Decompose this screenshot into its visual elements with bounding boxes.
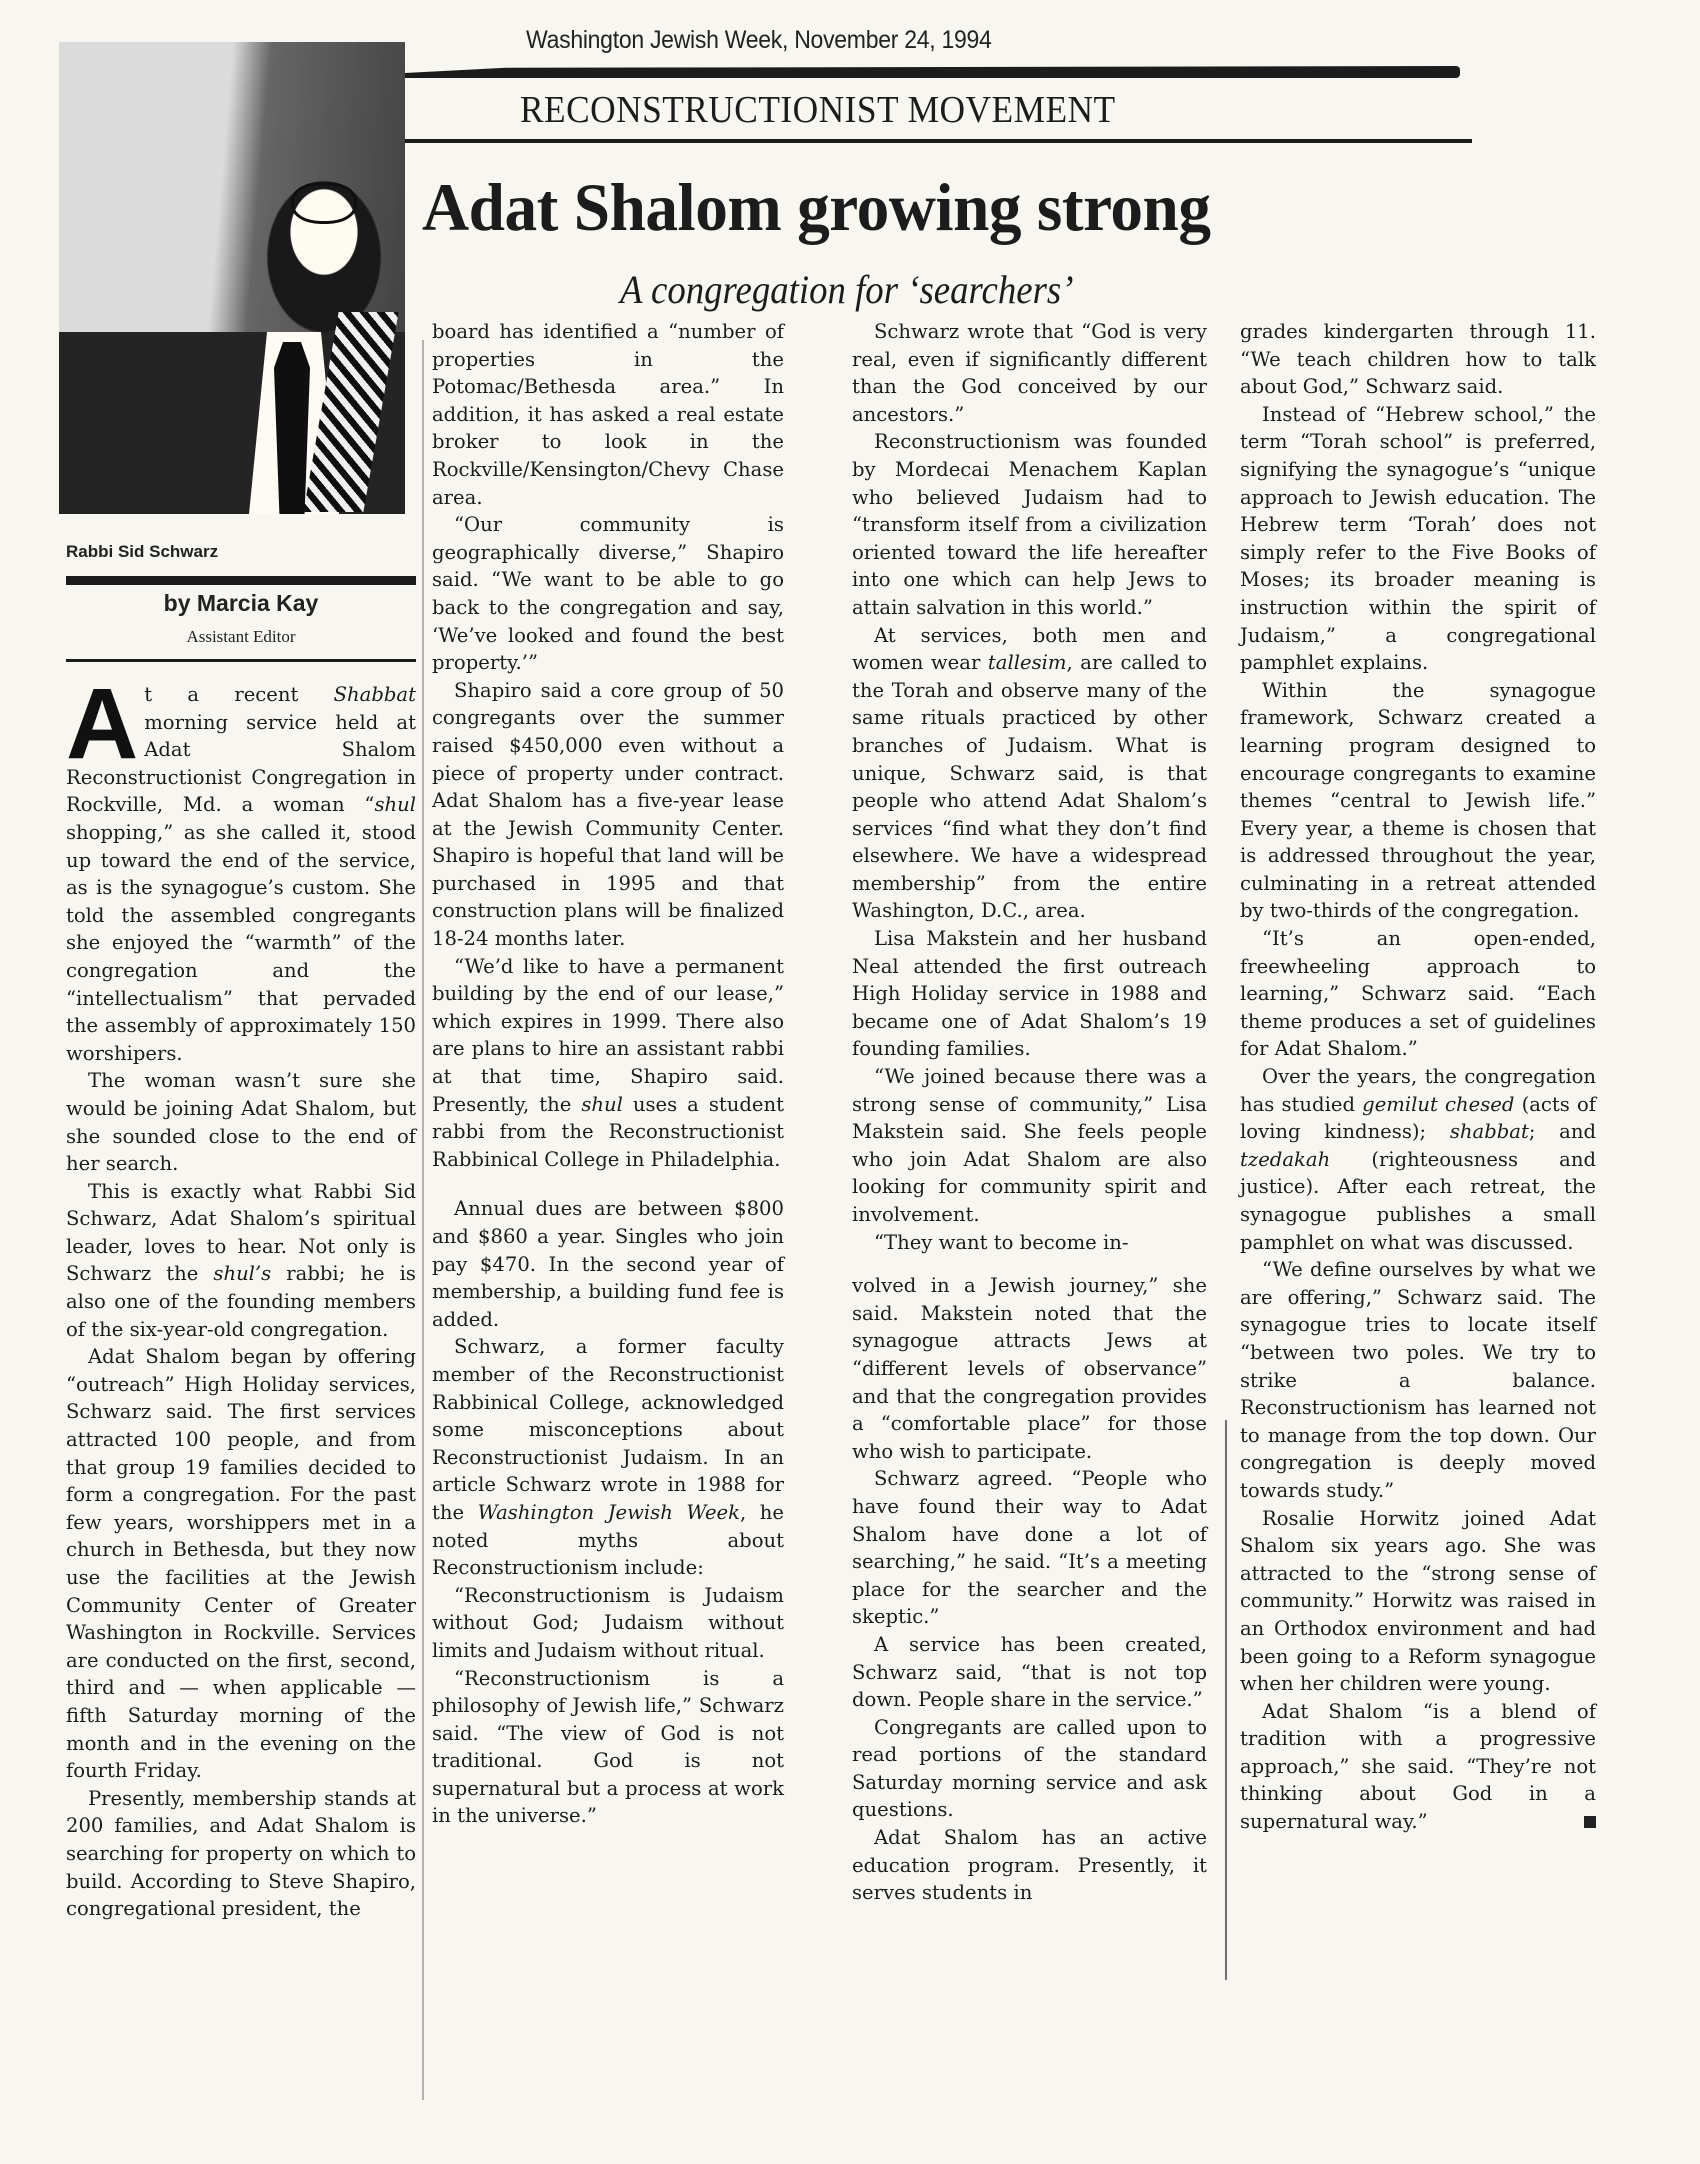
text: morning service held at Adat Shalom Reconstructionist Congregation in Rockville, Md. a woman “ <box>66 710 416 817</box>
article-column-3 <box>852 318 1207 1907</box>
paragraph: “Reconstructionism is Judaism without God; Judaism without limits and Judaism without ritual. <box>432 1583 784 1662</box>
italic-term: Washington Jewish Week <box>477 1500 741 1524</box>
paragraph: board has identified a “number of properties in the Potomac/Bethesda area.” In addition, it has asked a real estate broker to look in the Rockville/Kensington/Chevy Chase area. <box>432 320 784 509</box>
top-rule <box>400 66 1460 78</box>
italic-term: shabbat <box>1449 1120 1529 1144</box>
text: uses a student rabbi from the Reconstructionist Rabbinical College in Philadelphia. <box>432 1092 785 1171</box>
text: (righteousness and justice). After each retreat, the synagogue publishes a small pamphlet on what was discussed. <box>1240 1147 1596 1254</box>
byline-rule-thick <box>66 576 416 585</box>
spacer <box>852 1256 1207 1272</box>
paragraph: Shapiro said a core group of 50 congregants over the summer raised $450,000 even without a piece of property under contract. Adat Shalom has a five-year lease at the Jewish Community Center. Shapiro is hopeful that land will be purchased in 1995 and that construction plans will be finalized 18-24 months later. <box>432 678 784 951</box>
article-column-4 <box>1240 318 1596 1836</box>
paragraph <box>852 622 1207 926</box>
paragraph <box>66 668 416 1067</box>
paragraph: Annual dues are between $800 and $860 a year. Singles who join pay $470. In the second year of membership, a building fund fee is added. <box>432 1197 784 1331</box>
paragraph: Instead of “Hebrew school,” the term “Torah school” is preferred, signifying the synagogue’s “unique approach to Jewish education. The Hebrew term ‘Torah’ does not simply refer to the Five Books of Moses; its broader meaning is instruction within the spirit of Judaism,” a congregational pamphlet explains. <box>1240 402 1596 675</box>
paragraph: Congregants are called upon to read portions of the standard Saturday morning service and ask questions. <box>852 1715 1207 1822</box>
byline-rule-thin <box>66 659 416 662</box>
paragraph: Reconstructionism was founded by Mordecai Menachem Kaplan who believed Judaism had to “transform itself from a civilization oriented toward the life hereafter into one which can help Jews to attain salvation in this world.” <box>852 430 1207 619</box>
paragraph <box>1240 1698 1596 1836</box>
text: , he noted myths about Reconstructionism include: <box>432 1500 785 1580</box>
photo-caption: Rabbi Sid Schwarz <box>66 542 219 561</box>
text: At services, both men and women wear <box>852 623 1207 675</box>
italic-term: shul <box>581 1092 623 1116</box>
paragraph <box>432 1333 784 1581</box>
paragraph: Lisa Makstein and her husband Neal attended the first outreach High Holiday service in 1988 and became one of Adat Shalom’s 19 founding families. <box>852 927 1207 1061</box>
article-column-2 <box>432 318 784 1830</box>
byline-title: Assistant Editor <box>186 627 296 646</box>
paragraph: Adat Shalom has an active education program. Presently, it serves students in <box>852 1826 1207 1905</box>
italic-term: tallesim <box>987 651 1067 675</box>
column-divider <box>1225 1420 1227 1980</box>
italic-term: tzedakah <box>1240 1147 1331 1171</box>
paragraph: A service has been created, Schwarz said, “that is not top down. People share in the service.” <box>852 1632 1207 1712</box>
tie-shape <box>274 342 310 514</box>
text: , are called to the Torah and observe many of the same rituals practiced by other branches of Judaism. What is unique, Schwarz said, is that people who attend Adat Shalom’s services “find what they don’t find elsewhere. We have a widespread membership” from the entire Washington, D.C., area. <box>852 651 1208 923</box>
text: shopping,” as she called it, stood up toward the end of the service, as is the synagogue’s custom. She told the assembled congregants she enjoyed the “warmth” of the congregation and the “intellectualism” that pervaded the assembly of approximately 150 worshipers. <box>66 820 416 1065</box>
paragraph: Presently, membership stands at 200 families, and Adat Shalom is searching for property on which to build. According to Steve Shapiro, congregational president, the <box>66 1786 416 1921</box>
paragraph: The woman wasn’t sure she would be joining Adat Shalom, but she sounded close to the end of her search. <box>66 1069 416 1176</box>
deck-subheadline: A congregation for ‘searchers’ <box>620 267 1074 312</box>
paragraph <box>1240 1063 1596 1256</box>
paragraph <box>66 1178 416 1344</box>
text: Over the years, the congregation has studied <box>1240 1065 1596 1116</box>
paragraph: “It’s an open-ended, freewheeling approach to learning,” Schwarz said. “Each theme produces a set of guidelines for Adat Shalom.” <box>1240 927 1596 1061</box>
paragraph: “They want to become in- <box>874 1230 1129 1254</box>
text: Adat Shalom “is a blend of tradition with a progressive approach,” she said. “They’re not thinking about God in a supernatural way.” <box>1240 1699 1596 1834</box>
text: ; and <box>1528 1120 1596 1144</box>
section-label: RECONSTRUCTIONIST MOVEMENT <box>520 89 1116 131</box>
article-column-1 <box>66 668 416 1923</box>
spacer <box>432 1173 784 1195</box>
text: (acts of loving kindness); <box>1240 1092 1597 1144</box>
masthead-date: Washington Jewish Week, November 24, 1994 <box>526 26 992 54</box>
paragraph: grades kindergarten through 11. “We teach children how to talk about God,” Schwarz said. <box>1240 320 1596 399</box>
text: Schwarz, a former faculty member of the Reconstructionist Rabbinical College, acknowledged some misconceptions about Reconstructionist Judaism. In an article Schwarz wrote in 1988 for the <box>432 1335 784 1524</box>
italic-term: shul’s <box>213 1262 272 1286</box>
italic-term: Shabbat <box>333 683 416 706</box>
portrait-photo-icon <box>59 42 405 514</box>
headline: Adat Shalom growing strong <box>422 169 1211 245</box>
paragraph: “We joined because there was a strong sense of community,” Lisa Makstein said. She feels people who join Adat Shalom are also looking for community spirit and involvement. <box>852 1065 1207 1226</box>
paragraph <box>432 953 784 1174</box>
column-divider <box>422 340 424 2100</box>
paragraph: Adat Shalom began by offering “outreach” High Holiday services, Schwarz said. The first services attracted 100 people, and from that group 19 families decided to form a congregation. For the past few years, worshippers met in a church in Bethesda, but they now use the facilities at the Jewish Community Center of Greater Washington in Rockville. Services are conducted on the first, second, third and — when applicable — fifth Saturday morning of the month and in the evening on the fourth Friday. <box>66 1345 416 1783</box>
text: t a recent <box>144 683 334 706</box>
paragraph: “Our community is geographically diverse,” Shapiro said. “We want to be able to go back to the congregation and say, ‘We’ve looked and found the best property.’” <box>432 513 784 675</box>
drop-cap: A <box>66 668 139 780</box>
italic-term: gemilut chesed <box>1362 1092 1515 1116</box>
paragraph: volved in a Jewish journey,” she said. Makstein noted that the synagogue attracts Jews at “different levels of observance” and that the congregation provides a “comfortable place” for those who wish to participate. <box>852 1274 1207 1463</box>
glasses-shape <box>291 182 357 224</box>
italic-term: shul <box>374 793 416 817</box>
byline-author: by Marcia Kay <box>163 590 319 616</box>
paragraph: “Reconstructionism is a philosophy of Jewish life,” Schwarz said. “The view of God is not traditional. God is not supernatural but a process at work in the universe.” <box>432 1666 784 1828</box>
text: This is exactly what Rabbi Sid Schwarz, Adat Shalom’s spiritual leader, loves to hear. Not only is Schwarz the <box>66 1179 416 1286</box>
paragraph: Schwarz wrote that “God is very real, even if significantly different than the God conceived by our ancestors.” <box>852 320 1207 426</box>
end-of-article-square-icon <box>1584 1816 1596 1828</box>
paragraph: Schwarz agreed. “People who have found their way to Adat Shalom have done a lot of searching,” he said. “It’s a meeting place for the searcher and the skeptic.” <box>852 1467 1207 1629</box>
text: “We’d like to have a permanent building by the end of our lease,” which expires in 1999. There also are plans to hire an assistant rabbi at that time, Shapiro said. Presently, the <box>432 954 784 1116</box>
text: rabbi; he is also one of the founding members of the six-year-old congregation. <box>66 1262 416 1341</box>
paragraph: Within the synagogue framework, Schwarz created a learning program designed to encourage congregants to examine themes “central to Jewish life.” Every year, a theme is chosen that is addressed throughout the year, culminating in a retreat attended by two-thirds of the congregation. <box>1240 678 1596 923</box>
paragraph: “We define ourselves by what we are offering,” Schwarz said. The synagogue tries to locate itself “between two poles. We try to strike a balance. Reconstructionism has learned not to manage from the top down. Our congregation is deeply moved towards study.” <box>1240 1258 1596 1502</box>
section-rule <box>400 139 1472 143</box>
paragraph: Rosalie Horwitz joined Adat Shalom six years ago. She was attracted to the “strong sense of community.” Horwitz was raised in an Orthodox environment and had been going to a Reform synagogue when her children were young. <box>1240 1506 1596 1696</box>
